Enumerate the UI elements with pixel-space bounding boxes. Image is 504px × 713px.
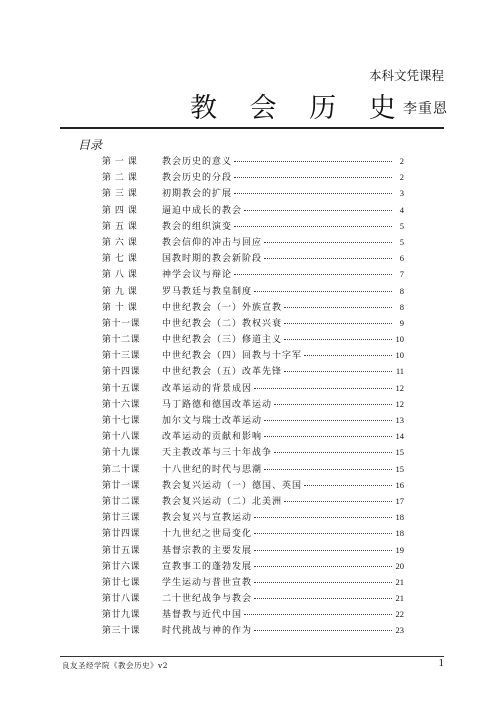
toc-page-number: 2 xyxy=(399,156,404,166)
toc-entry[interactable] xyxy=(60,526,404,542)
toc-lesson-number: 第廿七课 xyxy=(102,577,141,588)
toc-page-number: 23 xyxy=(395,625,404,636)
toc-leader-dots xyxy=(254,582,392,583)
toc-page-number: 4 xyxy=(399,204,404,215)
footer-rule xyxy=(60,656,444,657)
toc-lesson-number: 第十一课 xyxy=(102,318,141,329)
toc-leader-dots xyxy=(234,193,392,194)
toc-entry[interactable] xyxy=(60,332,404,348)
toc-entry[interactable] xyxy=(60,429,404,445)
toc-page-number: 21 xyxy=(395,593,404,604)
toc-lesson-number: 第 一 课 xyxy=(102,157,138,167)
toc-entry[interactable] xyxy=(60,251,404,267)
toc-page-number: 15 xyxy=(395,447,404,458)
toc-lesson-number: 第十六课 xyxy=(102,399,141,410)
toc-page-number: 15 xyxy=(395,463,404,474)
toc-page-number: 13 xyxy=(395,415,404,425)
author-name: 李重恩 xyxy=(403,101,448,117)
toc-lesson-title: 天主教改革与三十年战争 xyxy=(162,448,273,459)
toc-page-number: 3 xyxy=(399,188,404,199)
toc-leader-dots xyxy=(254,291,392,292)
toc-leader-dots xyxy=(284,371,392,372)
toc-entry[interactable] xyxy=(60,316,404,332)
toc-entry[interactable] xyxy=(60,559,404,575)
toc-entry[interactable] xyxy=(60,154,404,170)
toc-lesson-title: 改革运动的背景成因 xyxy=(162,383,253,394)
toc-lesson-number: 第二十课 xyxy=(102,464,141,475)
toc-page-number: 2 xyxy=(399,172,404,183)
toc-entry[interactable] xyxy=(60,591,404,607)
toc-leader-dots xyxy=(274,404,392,405)
toc-entry[interactable] xyxy=(60,348,404,364)
toc-page-number: 5 xyxy=(399,220,404,231)
toc-lesson-title: 改革运动的贡献和影响 xyxy=(162,432,263,443)
toc-lesson-number: 第廿三课 xyxy=(102,513,141,524)
toc-lesson-number: 第十九课 xyxy=(102,448,141,459)
toc-lesson-number: 第廿五课 xyxy=(102,545,141,556)
toc-entry[interactable] xyxy=(60,445,404,461)
toc-page-number: 6 xyxy=(399,253,404,264)
toc-page-number: 11 xyxy=(395,366,404,377)
toc-lesson-title: 教会复兴运动（一）德国、英国 xyxy=(162,480,303,491)
toc-lesson-title: 基督教与近代中国 xyxy=(162,610,243,621)
toc-entry[interactable] xyxy=(60,364,404,380)
toc-page-number: 8 xyxy=(399,285,404,296)
toc-lesson-number: 第十五课 xyxy=(102,383,141,394)
toc-heading: 目录 xyxy=(78,138,103,152)
toc-page-number: 9 xyxy=(399,317,404,328)
toc-leader-dots xyxy=(254,598,392,599)
toc-lesson-title: 逼迫中成长的教会 xyxy=(162,205,243,216)
toc-leader-dots xyxy=(254,630,392,631)
toc-lesson-number: 第 二 课 xyxy=(102,173,138,184)
toc-page-number: 20 xyxy=(395,560,404,571)
toc-lesson-number: 第三十课 xyxy=(102,626,141,637)
toc-leader-dots xyxy=(284,339,392,340)
toc-lesson-title: 中世纪教会（四）回教与十字军 xyxy=(162,351,303,362)
toc-lesson-title: 马丁路德和德国改革运动 xyxy=(162,399,273,410)
toc-page-number: 7 xyxy=(399,269,404,280)
toc-lesson-title: 时代挑战与神的作为 xyxy=(162,626,253,637)
toc-entry[interactable] xyxy=(60,623,404,639)
toc-leader-dots xyxy=(304,355,392,356)
toc-lesson-number: 第 五 课 xyxy=(102,221,138,232)
toc-page-number: 8 xyxy=(399,301,404,312)
toc-lesson-number: 第廿二课 xyxy=(102,496,141,507)
footer-page-number: 1 xyxy=(438,657,444,669)
toc-lesson-title: 教会复兴运动（二）北美洲 xyxy=(162,496,283,507)
toc-leader-dots xyxy=(274,452,392,453)
toc-lesson-title: 基督宗教的主要发展 xyxy=(162,545,253,556)
toc-lesson-number: 第 九 课 xyxy=(102,286,138,297)
toc-lesson-title: 神学会议与辩论 xyxy=(162,270,233,281)
toc-entry[interactable] xyxy=(60,170,404,186)
toc-leader-dots xyxy=(284,323,392,324)
toc-leader-dots xyxy=(234,161,392,162)
toc-leader-dots xyxy=(254,550,392,551)
toc-leader-dots xyxy=(304,485,392,486)
toc-leader-dots xyxy=(244,210,392,211)
page-title: 教 会 历 史 xyxy=(190,93,408,124)
toc-lesson-number: 第十二课 xyxy=(102,335,141,346)
toc-leader-dots xyxy=(264,258,392,259)
toc-entry[interactable] xyxy=(60,381,404,397)
toc-lesson-title: 十九世纪之世局变化 xyxy=(162,529,253,540)
toc-lesson-title: 教会历史的意义 xyxy=(162,157,233,167)
toc-leader-dots xyxy=(264,436,392,437)
toc-page-number: 10 xyxy=(395,334,404,345)
toc-leader-dots xyxy=(264,469,392,470)
toc-leader-dots xyxy=(284,501,392,502)
toc-lesson-number: 第十四课 xyxy=(102,367,141,378)
toc-entry[interactable] xyxy=(60,397,404,413)
toc-lesson-number: 第十七课 xyxy=(102,416,141,426)
toc-leader-dots xyxy=(234,274,392,275)
toc-entry[interactable] xyxy=(60,219,404,235)
toc-page-number: 18 xyxy=(395,528,404,539)
toc-entry[interactable] xyxy=(60,267,404,283)
toc-page-number: 10 xyxy=(395,350,404,361)
toc-page-number: 16 xyxy=(395,479,404,490)
toc-lesson-title: 十八世纪的时代与思潮 xyxy=(162,464,263,475)
toc-lesson-title: 中世纪教会（二）教权兴衰 xyxy=(162,318,283,329)
toc-lesson-title: 加尔文与瑞士改革运动 xyxy=(162,416,263,426)
toc-entry[interactable] xyxy=(60,543,404,559)
toc-entry[interactable] xyxy=(60,462,404,478)
toc-entry[interactable] xyxy=(60,494,404,510)
toc-lesson-number: 第十三课 xyxy=(102,351,141,362)
toc-lesson-number: 第廿四课 xyxy=(102,529,141,540)
toc-entry[interactable] xyxy=(60,235,404,251)
toc-leader-dots xyxy=(244,614,392,615)
toc-lesson-title: 初期教会的扩展 xyxy=(162,189,233,200)
toc-page-number: 12 xyxy=(395,382,404,393)
toc-entry[interactable] xyxy=(60,575,404,591)
toc-page-number: 22 xyxy=(395,609,404,620)
toc-leader-dots xyxy=(234,226,392,227)
toc-lesson-title: 教会复兴与宣教运动 xyxy=(162,513,253,524)
toc-lesson-title: 二十世纪战争与教会 xyxy=(162,594,253,605)
toc-lesson-title: 教会信仰的冲击与回应 xyxy=(162,237,263,248)
toc-lesson-number: 第 八 课 xyxy=(102,270,138,281)
toc-leader-dots xyxy=(254,517,392,518)
toc-page-number: 14 xyxy=(395,431,404,442)
toc-lesson-number: 第 三 课 xyxy=(102,189,138,200)
toc-entry[interactable] xyxy=(60,186,404,202)
toc-entry[interactable] xyxy=(60,413,404,429)
toc-page-number: 21 xyxy=(395,576,404,587)
toc-leader-dots xyxy=(234,177,392,178)
toc-leader-dots xyxy=(254,533,392,534)
toc-lesson-title: 教会的组织演变 xyxy=(162,221,233,232)
toc-lesson-number: 第 六 课 xyxy=(102,237,138,248)
toc-entry[interactable] xyxy=(60,203,404,219)
corner-label: 本科文凭课程 xyxy=(368,68,444,83)
toc-lesson-number: 第十八课 xyxy=(102,432,141,443)
toc-lesson-title: 中世纪教会（三）修道主义 xyxy=(162,335,283,346)
toc-lesson-number: 第廿八课 xyxy=(102,594,141,605)
toc-page-number: 12 xyxy=(395,398,404,409)
toc-lesson-title: 国教时期的教会新阶段 xyxy=(162,254,263,265)
toc-page-number: 18 xyxy=(395,512,404,523)
toc-lesson-title: 学生运动与普世宣教 xyxy=(162,577,253,588)
toc-lesson-number: 第 十 课 xyxy=(102,302,138,313)
toc-entry[interactable] xyxy=(60,284,404,300)
toc-lesson-title: 宣教事工的蓬勃发展 xyxy=(162,561,253,572)
toc-leader-dots xyxy=(254,566,392,567)
toc-leader-dots xyxy=(284,307,392,308)
toc-lesson-number: 第廿一课 xyxy=(102,480,141,491)
header-rule xyxy=(60,127,444,129)
toc-leader-dots xyxy=(254,388,392,389)
toc-page-number: 5 xyxy=(399,236,404,247)
toc-lesson-title: 中世纪教会（一）外族宣教 xyxy=(162,302,283,313)
toc-lesson-number: 第廿六课 xyxy=(102,561,141,572)
toc-page-number: 19 xyxy=(395,544,404,555)
toc-lesson-title: 罗马教廷与教皇制度 xyxy=(162,286,253,297)
toc-lesson-number: 第廿九课 xyxy=(102,610,141,621)
toc-page-number: 17 xyxy=(395,495,404,506)
toc-leader-dots xyxy=(264,242,392,243)
toc-entry[interactable] xyxy=(60,607,404,623)
toc-lesson-title: 教会历史的分段 xyxy=(162,173,233,184)
toc-entry[interactable] xyxy=(60,478,404,494)
toc-list xyxy=(60,154,404,640)
toc-leader-dots xyxy=(264,420,392,421)
toc-lesson-number: 第 四 课 xyxy=(102,205,138,216)
toc-lesson-number: 第 七 课 xyxy=(102,254,138,265)
toc-entry[interactable] xyxy=(60,510,404,526)
footer-source: 良友圣经学院《教会历史》v2 xyxy=(62,661,169,670)
toc-entry[interactable] xyxy=(60,300,404,316)
toc-lesson-title: 中世纪教会（五）改革先锋 xyxy=(162,367,283,378)
